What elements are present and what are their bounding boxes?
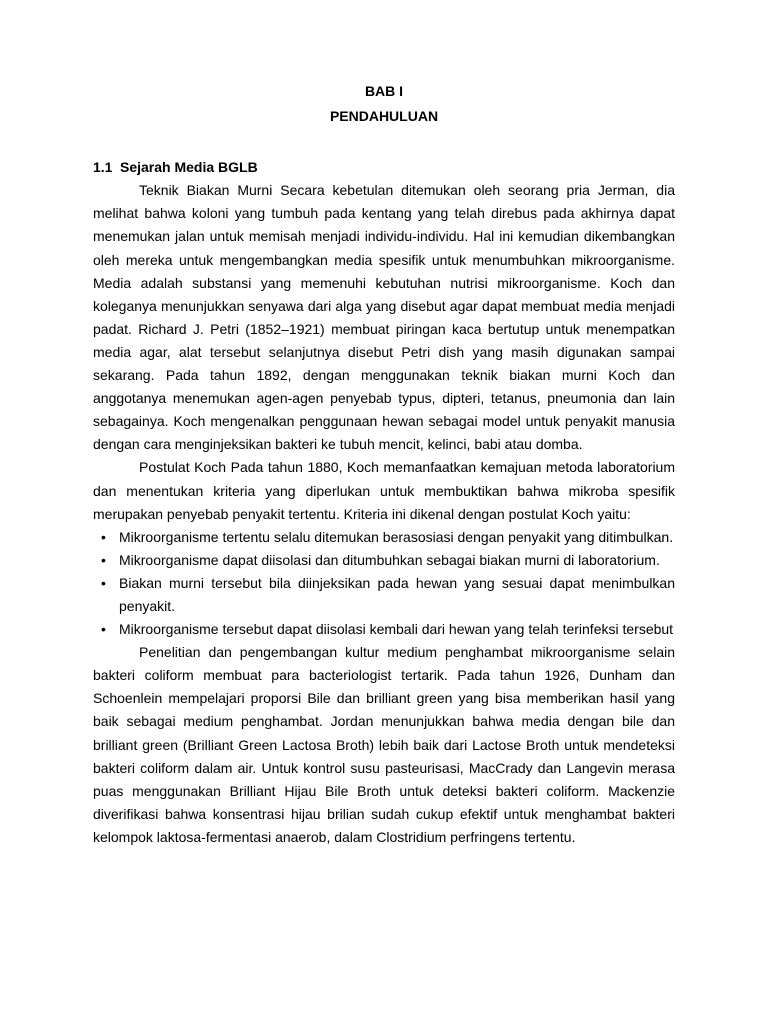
bullet-icon: •	[101, 528, 106, 545]
list-item-text: Mikroorganisme tersebut dapat diisolasi kembali dari hewan yang telah terinfeksi tersebut	[119, 621, 674, 638]
bullet-icon: •	[101, 551, 106, 568]
section-number: 1.1	[93, 159, 113, 176]
list-item-text: Biakan murni tersebut bila diinjeksikan pada hewan yang sesuai dapat menimbulkan penyakit.	[119, 574, 675, 614]
list-item	[93, 572, 675, 618]
section-heading	[93, 156, 675, 179]
chapter-number: BAB I	[364, 83, 404, 99]
paragraph-1: Teknik Biakan Murni Secara kebetulan ditemukan oleh seorang pria Jerman, dia melihat bahwa koloni yang tumbuh pada kentang yang telah direbus pada akhirnya dapat menemukan jalan untuk memisah menjadi individu-individu. Hal ini kemudian dikembangkan oleh mereka untuk mengembangkan media spesifik untuk menumbuhkan mikroorganisme. Media adalah substansi yang memenuhi kebutuhan nutrisi mikroorganisme. Koch dan koleganya menunjukkan senyawa dari alga yang disebut agar dapat membuat media menjadi padat. Richard J. Petri (1852–1921) membuat piringan kaca bertutup untuk menempatkan media agar, alat tersebut selanjutnya disebut Petri dish yang masih digunakan sampai sekarang. Pada tahun 1892, dengan menggunakan teknik biakan murni Koch dan anggotanya menemukan agen-agen penyebab typus, dipteri, tetanus, pneumonia dan lain sebagainya. Koch mengenalkan penggunaan hewan sebagai model untuk penyakit manusia dengan cara menginjeksikan bakteri ke tubuh mencit, kelinci, babi atau domba.	[93, 182, 675, 453]
chapter-title: PENDAHULUAN	[329, 108, 439, 125]
list-item	[93, 549, 675, 572]
section-title: Sejarah Media BGLB	[120, 159, 258, 176]
koch-postulate-list	[93, 526, 675, 641]
bullet-icon: •	[101, 621, 106, 638]
list-item-text: Mikroorganisme dapat diisolasi dan ditumbuhkan sebagai biakan murni di laboratorium.	[119, 551, 660, 568]
list-item	[93, 526, 675, 549]
document-page	[93, 80, 675, 849]
list-item-text: Mikroorganisme tertentu selalu ditemukan berasosiasi dengan penyakit yang ditimbulkan.	[119, 528, 674, 545]
paragraph-3: Penelitian dan pengembangan kultur medium penghambat mikroorganisme selain bakteri coliform membuat para bacteriologist tertarik. Pada tahun 1926, Dunham dan Schoenlein mempelajari proporsi Bile dan brilliant green yang bisa memberikan hasil yang baik sebagai medium penghambat. Jordan menunjukkan bahwa media dengan bile dan brilliant green (Brilliant Green Lactosa Broth) lebih baik dari Lactose Broth untuk mendeteksi bakteri coliform dalam air. Untuk kontrol susu pasteurisasi, MacCrady dan Langevin merasa puas menggunakan Brilliant Hijau Bile Broth untuk deteksi bakteri coliform. Mackenzie diverifikasi bahwa konsentrasi hijau brilian sudah cukup efektif untuk menghambat bakteri kelompok laktosa-fermentasi anaerob, dalam Clostridium perfringens tertentu.	[93, 644, 675, 845]
bullet-icon: •	[101, 574, 106, 591]
list-item	[93, 618, 675, 641]
paragraph-2: Postulat Koch Pada tahun 1880, Koch memanfaatkan kemajuan metoda laboratorium dan menentukan kriteria yang diperlukan untuk membuktikan bahwa mikroba spesifik merupakan penyebab penyakit tertentu. Kriteria ini dikenal dengan postulat Koch yaitu:	[93, 459, 675, 522]
